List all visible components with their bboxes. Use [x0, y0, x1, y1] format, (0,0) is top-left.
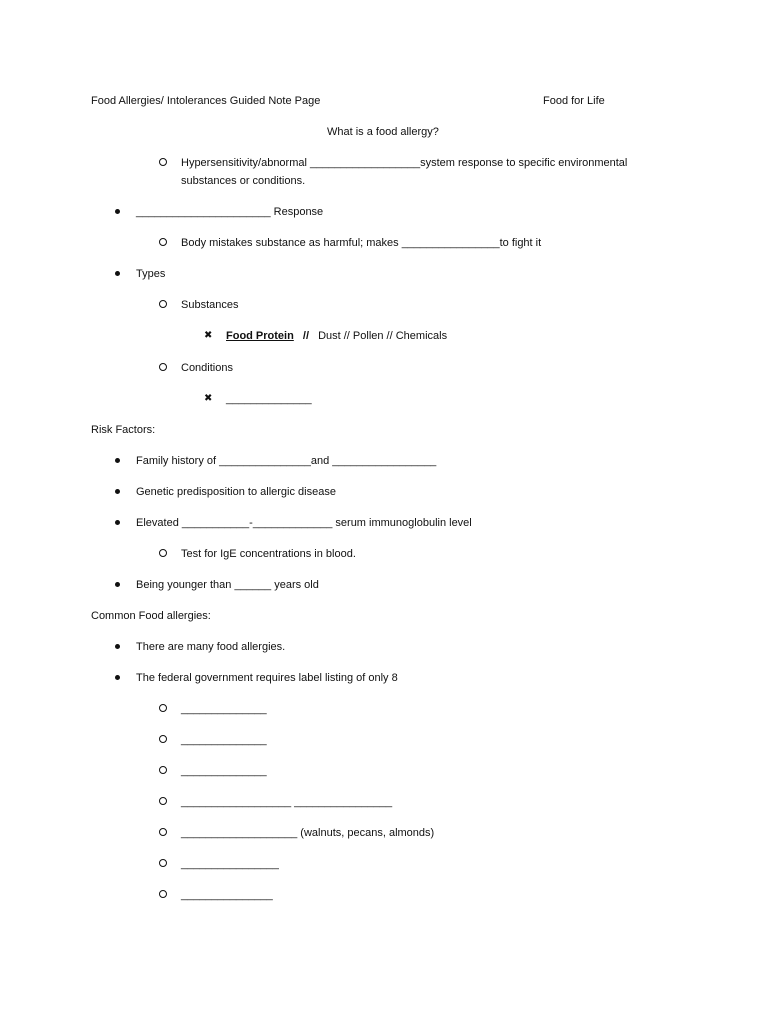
circle-bullet-icon: [159, 363, 167, 371]
circle-bullet-icon: [159, 735, 167, 743]
younger-text: Being younger than ______ years old: [136, 579, 319, 591]
circle-bullet-icon: [159, 797, 167, 805]
elevated-text: Elevated ___________-_____________ serum immunoglobulin level: [136, 517, 472, 529]
hypersensitivity-text-cont: substances or conditions.: [181, 175, 306, 187]
allergen-blank: ___________________ (walnuts, pecans, almonds): [181, 827, 435, 839]
separator-text: //: [302, 330, 310, 342]
course-title: Food for Life: [543, 95, 605, 107]
dot-bullet-icon: [115, 209, 120, 214]
substances-text: Substances: [181, 299, 239, 311]
circle-bullet-icon: [159, 766, 167, 774]
food-protein-text: Food Protein: [226, 330, 294, 342]
allergen-blank: __________________ ________________: [181, 796, 393, 808]
federal-text: The federal government requires label listing of only 8: [136, 672, 398, 684]
section-heading: What is a food allergy?: [327, 126, 439, 138]
dot-bullet-icon: [115, 489, 120, 494]
circle-bullet-icon: [159, 828, 167, 836]
allergen-blank: _______________: [181, 889, 273, 901]
allergen-blank: ______________: [181, 734, 267, 746]
types-text: Types: [136, 268, 166, 280]
circle-bullet-icon: [159, 549, 167, 557]
circle-bullet-icon: [159, 859, 167, 867]
response-text: ______________________ Response: [136, 206, 324, 218]
dot-bullet-icon: [115, 271, 120, 276]
x-bullet-icon: ✖: [204, 330, 213, 341]
circle-bullet-icon: [159, 704, 167, 712]
circle-bullet-icon: [159, 300, 167, 308]
dot-bullet-icon: [115, 644, 120, 649]
circle-bullet-icon: [159, 890, 167, 898]
family-history-text: Family history of _______________and _________________: [136, 455, 437, 467]
allergen-blank: ______________: [181, 765, 267, 777]
dot-bullet-icon: [115, 458, 120, 463]
document-title: Food Allergies/ Intolerances Guided Note Page: [91, 95, 321, 107]
circle-bullet-icon: [159, 238, 167, 246]
other-substances-text: Dust // Pollen // Chemicals: [318, 330, 448, 342]
many-allergies-text: There are many food allergies.: [136, 641, 286, 653]
ige-test-text: Test for IgE concentrations in blood.: [181, 548, 356, 560]
dot-bullet-icon: [115, 582, 120, 587]
body-mistakes-text: Body mistakes substance as harmful; makes ________________to fight it: [181, 237, 542, 249]
common-allergies-heading: Common Food allergies:: [91, 610, 211, 622]
allergen-blank: ________________: [181, 858, 279, 870]
conditions-text: Conditions: [181, 362, 233, 374]
substances-list: [226, 329, 447, 343]
allergen-blank: ______________: [181, 703, 267, 715]
x-bullet-icon: ✖: [204, 393, 213, 404]
conditions-blank: ______________: [226, 393, 312, 405]
dot-bullet-icon: [115, 675, 120, 680]
circle-bullet-icon: [159, 158, 167, 166]
risk-factors-heading: Risk Factors:: [91, 424, 156, 436]
hypersensitivity-text: Hypersensitivity/abnormal __________________system response to specific environmental: [181, 157, 628, 169]
dot-bullet-icon: [115, 520, 120, 525]
genetic-text: Genetic predisposition to allergic disease: [136, 486, 336, 498]
